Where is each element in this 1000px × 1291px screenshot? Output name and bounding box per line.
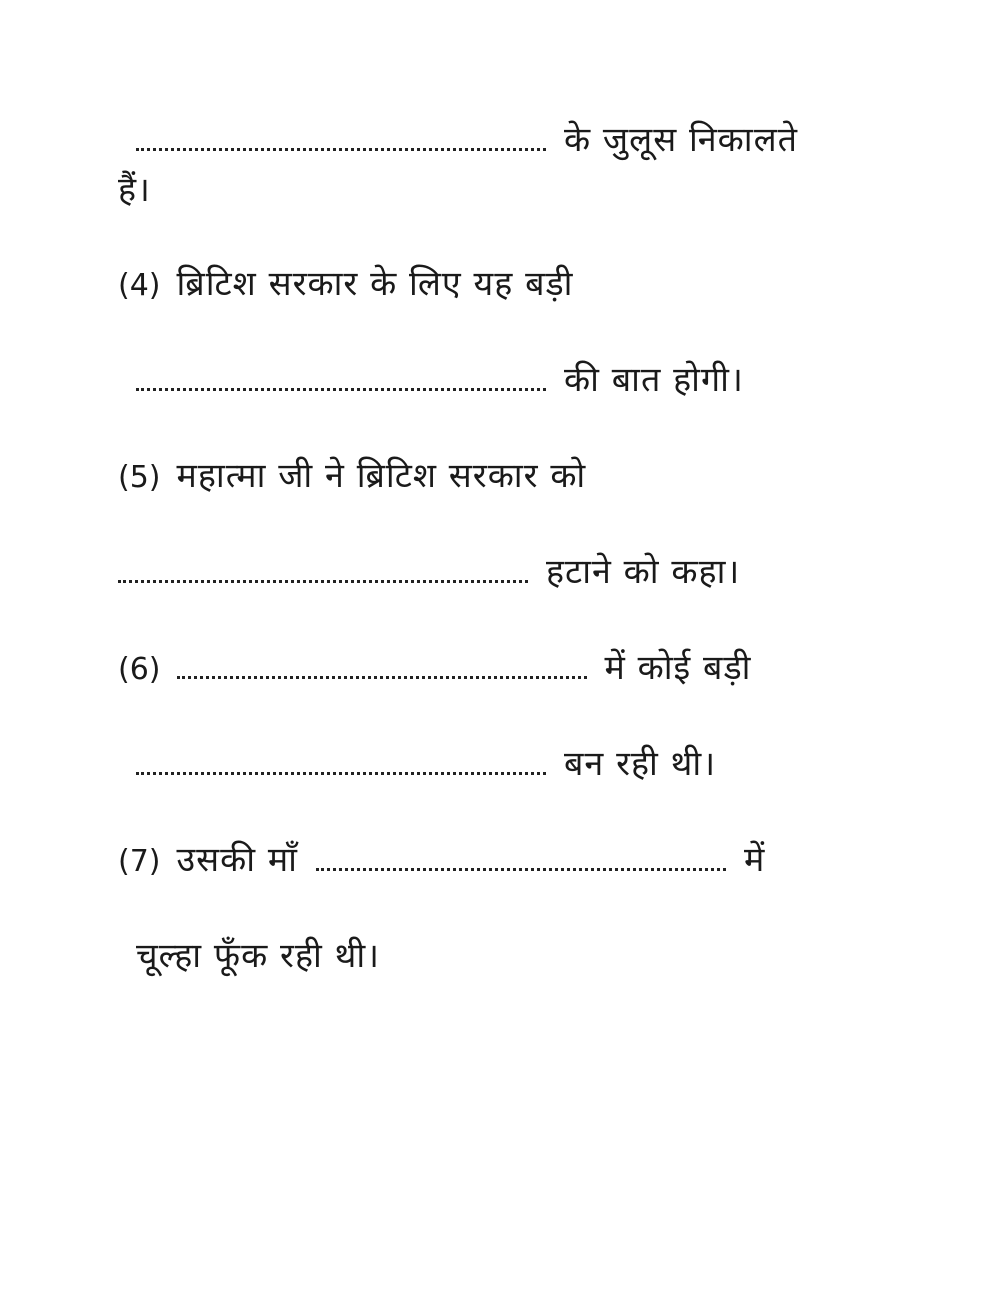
question-4 bbox=[118, 262, 574, 308]
worksheet-line-4b bbox=[136, 358, 744, 402]
question-text: उसकी माँ bbox=[176, 840, 298, 880]
answer-blank-6b[interactable] bbox=[136, 746, 546, 775]
worksheet-line-2 bbox=[118, 168, 151, 212]
worksheet-line-7b bbox=[136, 934, 380, 978]
question-number: (5) bbox=[118, 460, 161, 495]
line-text: में bbox=[743, 840, 766, 880]
worksheet-line-5b bbox=[118, 550, 740, 594]
question-number: (7) bbox=[118, 844, 161, 879]
question-text: महात्मा जी ने ब्रिटिश सरकार को bbox=[176, 456, 587, 496]
line-text: हटाने को कहा। bbox=[546, 552, 741, 592]
worksheet-line-6b bbox=[136, 742, 716, 786]
line-text: हैं। bbox=[118, 170, 151, 210]
answer-blank-4[interactable] bbox=[136, 362, 546, 391]
line-text: की बात होगी। bbox=[564, 360, 744, 400]
answer-blank-5[interactable] bbox=[118, 554, 528, 583]
line-text: के जुलूस निकालते bbox=[564, 120, 799, 160]
answer-blank-7[interactable] bbox=[316, 842, 726, 871]
question-number: (6) bbox=[118, 652, 161, 687]
line-text: में कोई बड़ी bbox=[604, 648, 752, 688]
line-text: चूल्हा फूँक रही थी। bbox=[136, 936, 381, 976]
line-text: बन रही थी। bbox=[564, 744, 717, 784]
question-6 bbox=[118, 646, 751, 692]
question-number: (4) bbox=[118, 268, 161, 303]
answer-blank-6a[interactable] bbox=[177, 650, 587, 679]
worksheet-line-1 bbox=[136, 118, 798, 162]
question-text: ब्रिटिश सरकार के लिए यह बड़ी bbox=[176, 264, 574, 304]
question-5 bbox=[118, 454, 586, 500]
question-7 bbox=[118, 838, 765, 884]
answer-blank-1[interactable] bbox=[136, 122, 546, 151]
